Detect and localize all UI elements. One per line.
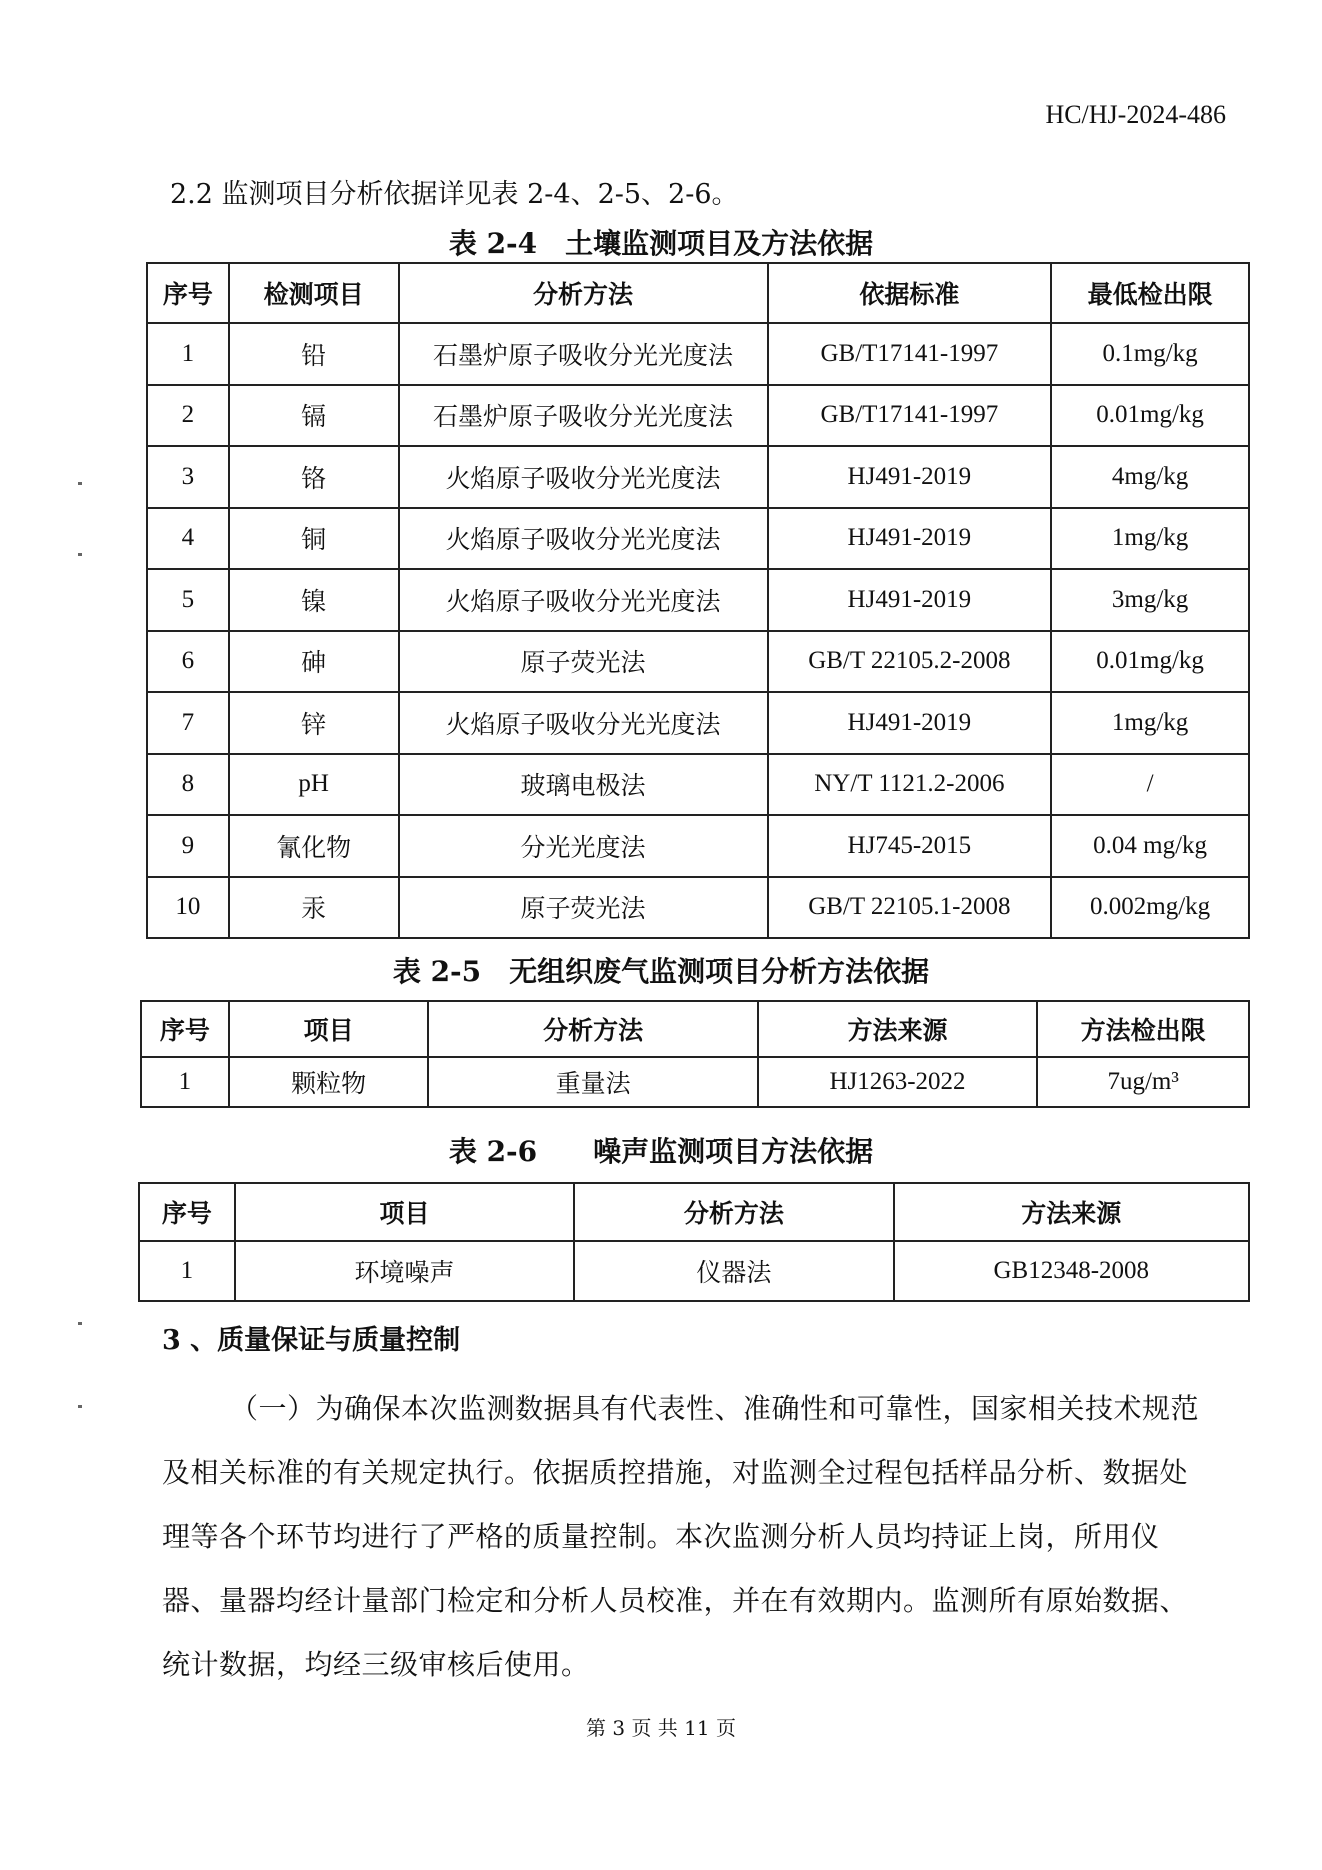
table-row [147, 385, 1249, 447]
column-header: 序号 [147, 263, 229, 323]
column-header: 项目 [229, 1001, 429, 1057]
table-cell: GB/T17141-1997 [768, 323, 1052, 385]
table-cell: 3 [147, 446, 229, 508]
table-cell: 4mg/kg [1051, 446, 1249, 508]
table-row [147, 692, 1249, 754]
table-cell: 玻璃电极法 [399, 754, 768, 816]
table-cell: 5 [147, 569, 229, 631]
table-cell: 锌 [229, 692, 399, 754]
column-header: 最低检出限 [1051, 263, 1249, 323]
table-2-4-caption: 表 2-4 土壤监测项目及方法依据 [448, 227, 874, 260]
column-header: 分析方法 [399, 263, 768, 323]
table-row [147, 754, 1249, 816]
table-cell: 1 [139, 1241, 235, 1301]
table-cell: 6 [147, 631, 229, 693]
table-cell: GB/T 22105.2-2008 [768, 631, 1052, 693]
table-cell: 石墨炉原子吸收分光光度法 [399, 323, 768, 385]
table-cell: 1 [141, 1057, 229, 1107]
table-cell: 分光光度法 [399, 815, 768, 877]
table-header-row [147, 263, 1249, 323]
table-row [147, 508, 1249, 570]
table-cell: / [1051, 754, 1249, 816]
table-cell: 4 [147, 508, 229, 570]
table-row [147, 815, 1249, 877]
page-footer: 第 3 页 共 11 页 [586, 1716, 736, 1740]
table-cell: 原子荧光法 [399, 877, 768, 939]
column-header: 方法检出限 [1037, 1001, 1249, 1057]
table-cell: 火焰原子吸收分光光度法 [399, 692, 768, 754]
column-header: 检测项目 [229, 263, 399, 323]
table-cell: 7ug/m³ [1037, 1057, 1249, 1107]
soil-method-table [146, 262, 1250, 939]
table-cell: GB/T17141-1997 [768, 385, 1052, 447]
column-header: 项目 [235, 1183, 574, 1241]
paragraph-text: （一）为确保本次监测数据具有代表性、准确性和可靠性，国家相关技术规范及相关标准的有关规定执行。依据质控措施，对监测全过程包括样品分析、数据处理等各个环节均进行了严格的质量控制。本次监测分析人员均持证上岗，所用仪器、量器均经计量部门检定和分析人员校准，并在有效期内。监测所有原始数据、统计数据，均经三级审核后使用。 [162, 1392, 1200, 1681]
table-cell: GB/T 22105.1-2008 [768, 877, 1052, 939]
section-3-heading: 3 、质量保证与质量控制 [162, 1325, 461, 1356]
table-cell: HJ491-2019 [768, 569, 1052, 631]
table-cell: 氰化物 [229, 815, 399, 877]
table-cell: 铬 [229, 446, 399, 508]
column-header: 依据标准 [768, 263, 1052, 323]
table-cell: HJ1263-2022 [758, 1057, 1038, 1107]
table-cell: 仪器法 [574, 1241, 893, 1301]
table-cell: HJ491-2019 [768, 692, 1052, 754]
table-cell: 火焰原子吸收分光光度法 [399, 508, 768, 570]
table-row [141, 1057, 1249, 1107]
section-3-paragraph [162, 1377, 1212, 1697]
table-row [147, 569, 1249, 631]
table-cell: HJ745-2015 [768, 815, 1052, 877]
scan-speck [78, 553, 82, 556]
table-cell: 0.002mg/kg [1051, 877, 1249, 939]
table-cell: 0.01mg/kg [1051, 631, 1249, 693]
table-cell: 铅 [229, 323, 399, 385]
table-cell: 镉 [229, 385, 399, 447]
intro-text: 2.2 监测项目分析依据详见表 2-4、2-5、2-6。 [170, 179, 739, 210]
table-cell: 火焰原子吸收分光光度法 [399, 446, 768, 508]
column-header: 分析方法 [574, 1183, 893, 1241]
table-cell: HJ491-2019 [768, 508, 1052, 570]
waste-gas-method-table [140, 1000, 1250, 1108]
table-cell: 10 [147, 877, 229, 939]
scan-speck [78, 482, 82, 485]
table-cell: HJ491-2019 [768, 446, 1052, 508]
table-cell: 1mg/kg [1051, 692, 1249, 754]
table-cell: NY/T 1121.2-2006 [768, 754, 1052, 816]
table-cell: 石墨炉原子吸收分光光度法 [399, 385, 768, 447]
column-header: 序号 [139, 1183, 235, 1241]
table-cell: 2 [147, 385, 229, 447]
column-header: 方法来源 [758, 1001, 1038, 1057]
table-header-row [141, 1001, 1249, 1057]
table-cell: 1mg/kg [1051, 508, 1249, 570]
table-cell: 9 [147, 815, 229, 877]
column-header: 方法来源 [894, 1183, 1249, 1241]
scan-speck [78, 1405, 82, 1408]
document-code: HC/HJ-2024-486 [1045, 100, 1226, 129]
table-row [147, 631, 1249, 693]
column-header: 分析方法 [428, 1001, 757, 1057]
table-cell: 8 [147, 754, 229, 816]
table-row [147, 877, 1249, 939]
table-cell: 重量法 [428, 1057, 757, 1107]
table-row [147, 323, 1249, 385]
table-row [139, 1241, 1249, 1301]
table-cell: 原子荧光法 [399, 631, 768, 693]
table-cell: 0.01mg/kg [1051, 385, 1249, 447]
column-header: 序号 [141, 1001, 229, 1057]
table-cell: pH [229, 754, 399, 816]
table-cell: 1 [147, 323, 229, 385]
table-cell: 环境噪声 [235, 1241, 574, 1301]
table-2-6-caption: 表 2-6 噪声监测项目方法依据 [448, 1135, 874, 1168]
table-2-5-caption: 表 2-5 无组织废气监测项目分析方法依据 [392, 955, 930, 988]
table-cell: 颗粒物 [229, 1057, 429, 1107]
table-cell: 7 [147, 692, 229, 754]
table-cell: 砷 [229, 631, 399, 693]
table-cell: 汞 [229, 877, 399, 939]
table-cell: GB12348-2008 [894, 1241, 1249, 1301]
table-cell: 0.1mg/kg [1051, 323, 1249, 385]
table-cell: 火焰原子吸收分光光度法 [399, 569, 768, 631]
table-cell: 3mg/kg [1051, 569, 1249, 631]
table-cell: 0.04 mg/kg [1051, 815, 1249, 877]
table-cell: 镍 [229, 569, 399, 631]
table-row [147, 446, 1249, 508]
noise-method-table [138, 1182, 1250, 1302]
table-header-row [139, 1183, 1249, 1241]
scan-speck [78, 1322, 82, 1325]
table-cell: 铜 [229, 508, 399, 570]
